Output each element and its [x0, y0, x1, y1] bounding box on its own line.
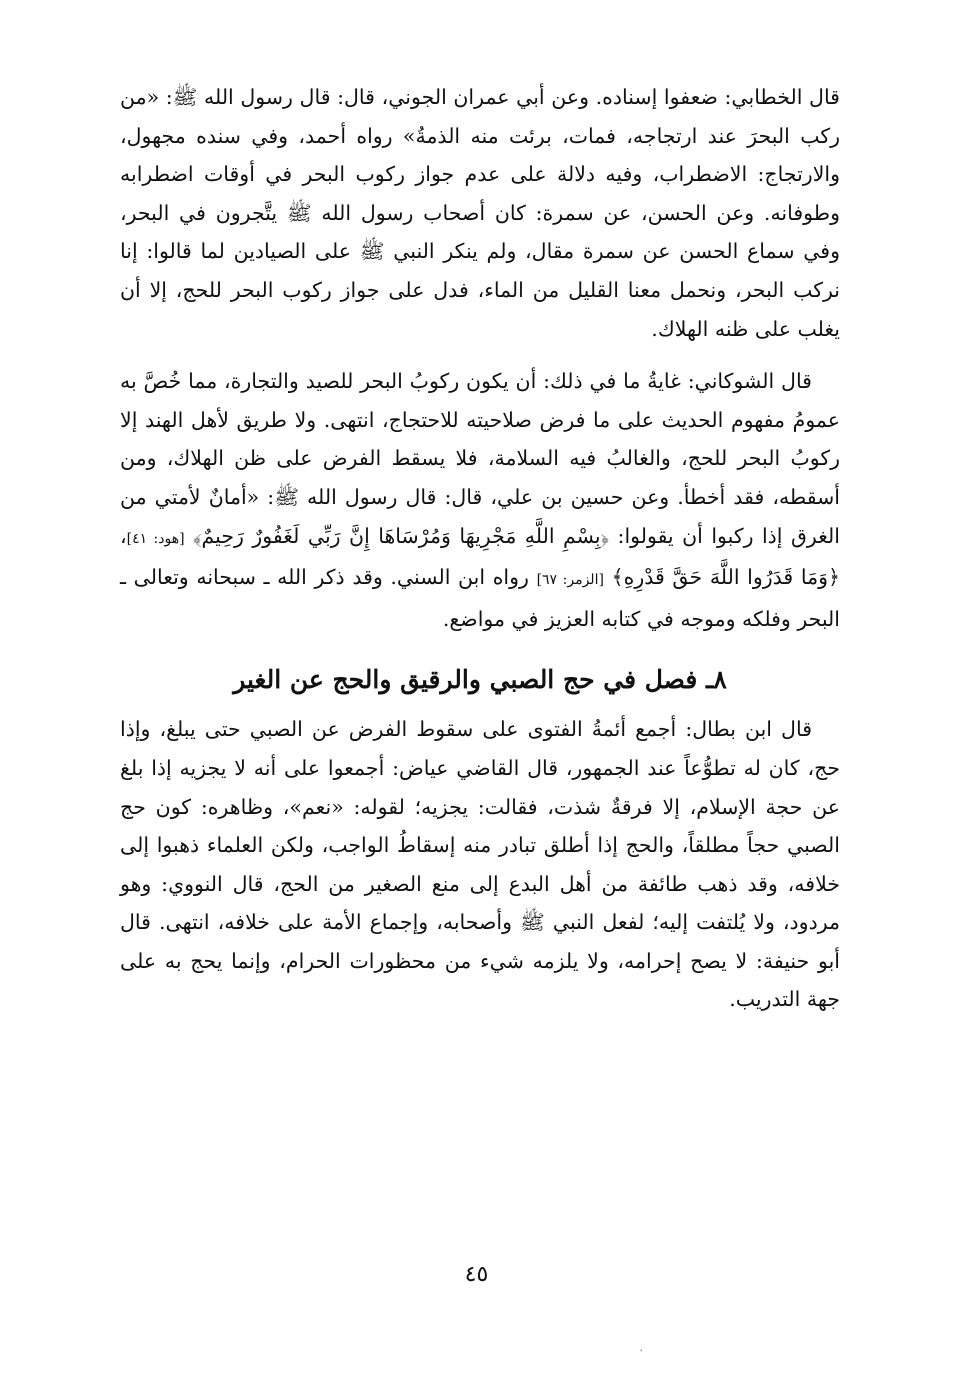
quran-reference-zumar: [الزمر: ٦٧]	[536, 572, 604, 589]
paragraph-2-text-c: رواه ابن السني. وقد ذكر الله ـ سبحانه وتعالى ـ البحر وفلكه وموجه في كتابه العزيز في مواضع.	[120, 565, 840, 631]
section-heading: ٨ـ فصل في حج الصبي والرقيق والحج عن الغير	[233, 665, 727, 695]
paragraph-1: قال الخطابي: ضعفوا إسناده. وعن أبي عمران الجوني، قال: قال رسول الله ﷺ: «من ركب البحرَ عند ارتجاجه، فمات، برئت منه الذمةُ» رواه أحمد، وفي سنده مجهول، والارتجاج: الاضطراب، وفيه دلالة على عدم جواز ركوب البحر في أوقات اضطرابه وطوفانه. وعن الحسن، عن سمرة: كان أصحاب رسول الله ﷺ يتَّجرون في البحر، وفي سماع الحسن عن سمرة مقال، ولم ينكر النبي ﷺ على الصيادين لما قالوا: إنا نركب البحر، ونحمل معنا القليل من الماء، فدل على جواز ركوب البحر للحج، إلا أن يغلب على ظنه الهلاك.	[120, 85, 840, 341]
page-number: ٤٥	[464, 1262, 489, 1287]
paragraph-2-text-a: قال الشوكاني: غايةُ ما في ذلك: أن يكون ركوبُ البحر للصيد والتجارة، مما خُصَّ به عمومُ مفهوم الحديث على ما فرض صلاحيته للاحتجاج، انتهى. ولا طريق لأهل الهند إلا ركوبُ البحر للحج، والغالبُ فيه السلامة، فلا يسقط الفرض على ظن الهلاك، ومن أسقطه، فقد أخطأ. وعن حسين بن علي، قال: قال رسول الله ﷺ: «أمانٌ لأمتي من الغرق إذا ركبوا أن يقولوا: ﴿بِسْمِ اللَّهِ مَجْرِيهَا وَمُرْسَاهَا إِنَّ رَبِّي لَغَفُورٌ رَحِيمٌ﴾	[120, 369, 840, 548]
paragraph-3: قال ابن بطال: أجمع أئمةُ الفتوى على سقوط الفرض عن الصبي حتى يبلغ، وإذا حج، كان له تطوُّعاً عند الجمهور، قال القاضي عياض: أجمعوا على أنه لا يجزيه إذا بلغ عن حجة الإسلام، إلا فرقةٌ شذت، فقالت: يجزيه؛ لقوله: «نعم»، وظاهره: كون حج الصبي حجاً مطلقاً، والحج إذا أطلق تبادر منه إسقاطُ الواجب، ولكن العلماء ذهبوا إلى خلافه، وقد ذهب طائفة من أهل البدع إلى منع الصغير من الحج، قال النووي: وهو مردود، ولا يُلتفت إليه؛ لفعل النبي ﷺ وأصحابه، وإجماع الأمة على خلافه، انتهى. قال أبو حنيفة: لا يصح إحرامه، ولا يلزمه شيء من محظورات الحرام، وإنما يحج به على جهة التدريب.	[120, 717, 840, 1012]
quran-reference-hud: [هود: ٤١]	[126, 530, 185, 547]
page-body	[120, 78, 840, 1019]
paragraph-2-text-b: ، ﴿وَمَا قَدَرُوا اللَّهَ حَقَّ قَدْرِهِ﴾	[120, 523, 840, 590]
scan-mark: ˒	[640, 1346, 644, 1357]
paragraph-2	[120, 362, 840, 638]
